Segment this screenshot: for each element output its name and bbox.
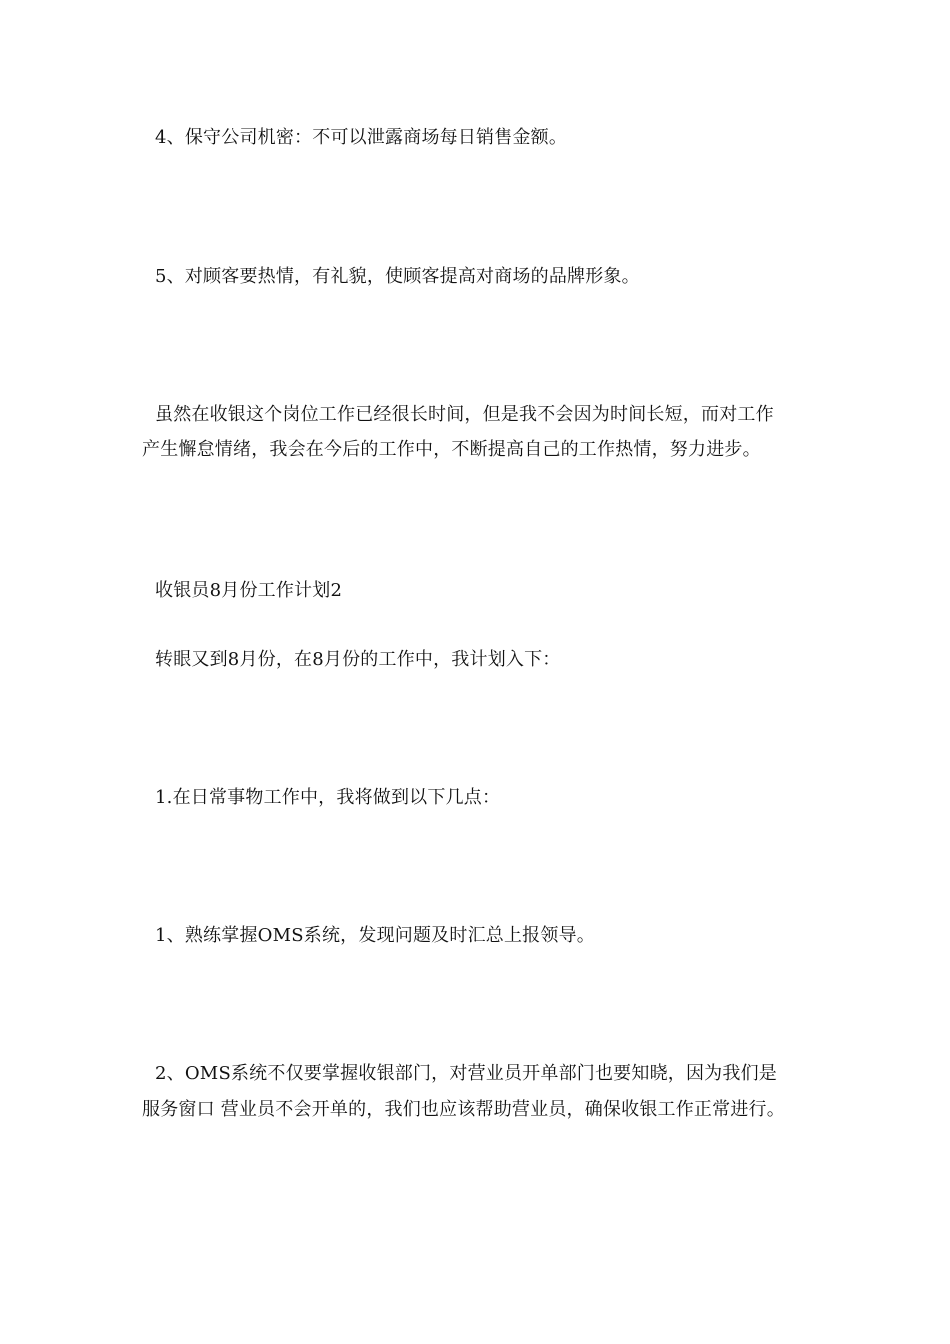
paragraph-attitude-line-2: 产生懈怠情绪，我会在今后的工作中，不断提高自己的工作热情，努力进步。 bbox=[142, 439, 761, 460]
paragraph-confidentiality: 4、保守公司机密：不可以泄露商场每日销售金额。 bbox=[155, 127, 568, 148]
paragraph-customer-service: 5、对顾客要热情，有礼貌，使顾客提高对商场的品牌形象。 bbox=[155, 266, 640, 287]
paragraph-attitude-line-1: 虽然在收银这个岗位工作已经很长时间，但是我不会因为时间长短，而对工作 bbox=[155, 404, 774, 425]
paragraph-oms-departments-line-2: 服务窗口 营业员不会开单的，我们也应该帮助营业员，确保收银工作正常进行。 bbox=[142, 1099, 785, 1120]
paragraph-oms-mastery: 1、熟练掌握OMS系统，发现问题及时汇总上报领导。 bbox=[155, 925, 595, 946]
paragraph-oms-departments-line-1: 2、OMS系统不仅要掌握收银部门，对营业员开单部门也要知晓，因为我们是 bbox=[155, 1063, 777, 1084]
paragraph-daily-points: 1.在日常事物工作中，我将做到以下几点： bbox=[155, 787, 501, 808]
section-title: 收银员8月份工作计划2 bbox=[155, 580, 343, 601]
paragraph-intro: 转眼又到8月份，在8月份的工作中，我计划入下： bbox=[155, 649, 561, 670]
